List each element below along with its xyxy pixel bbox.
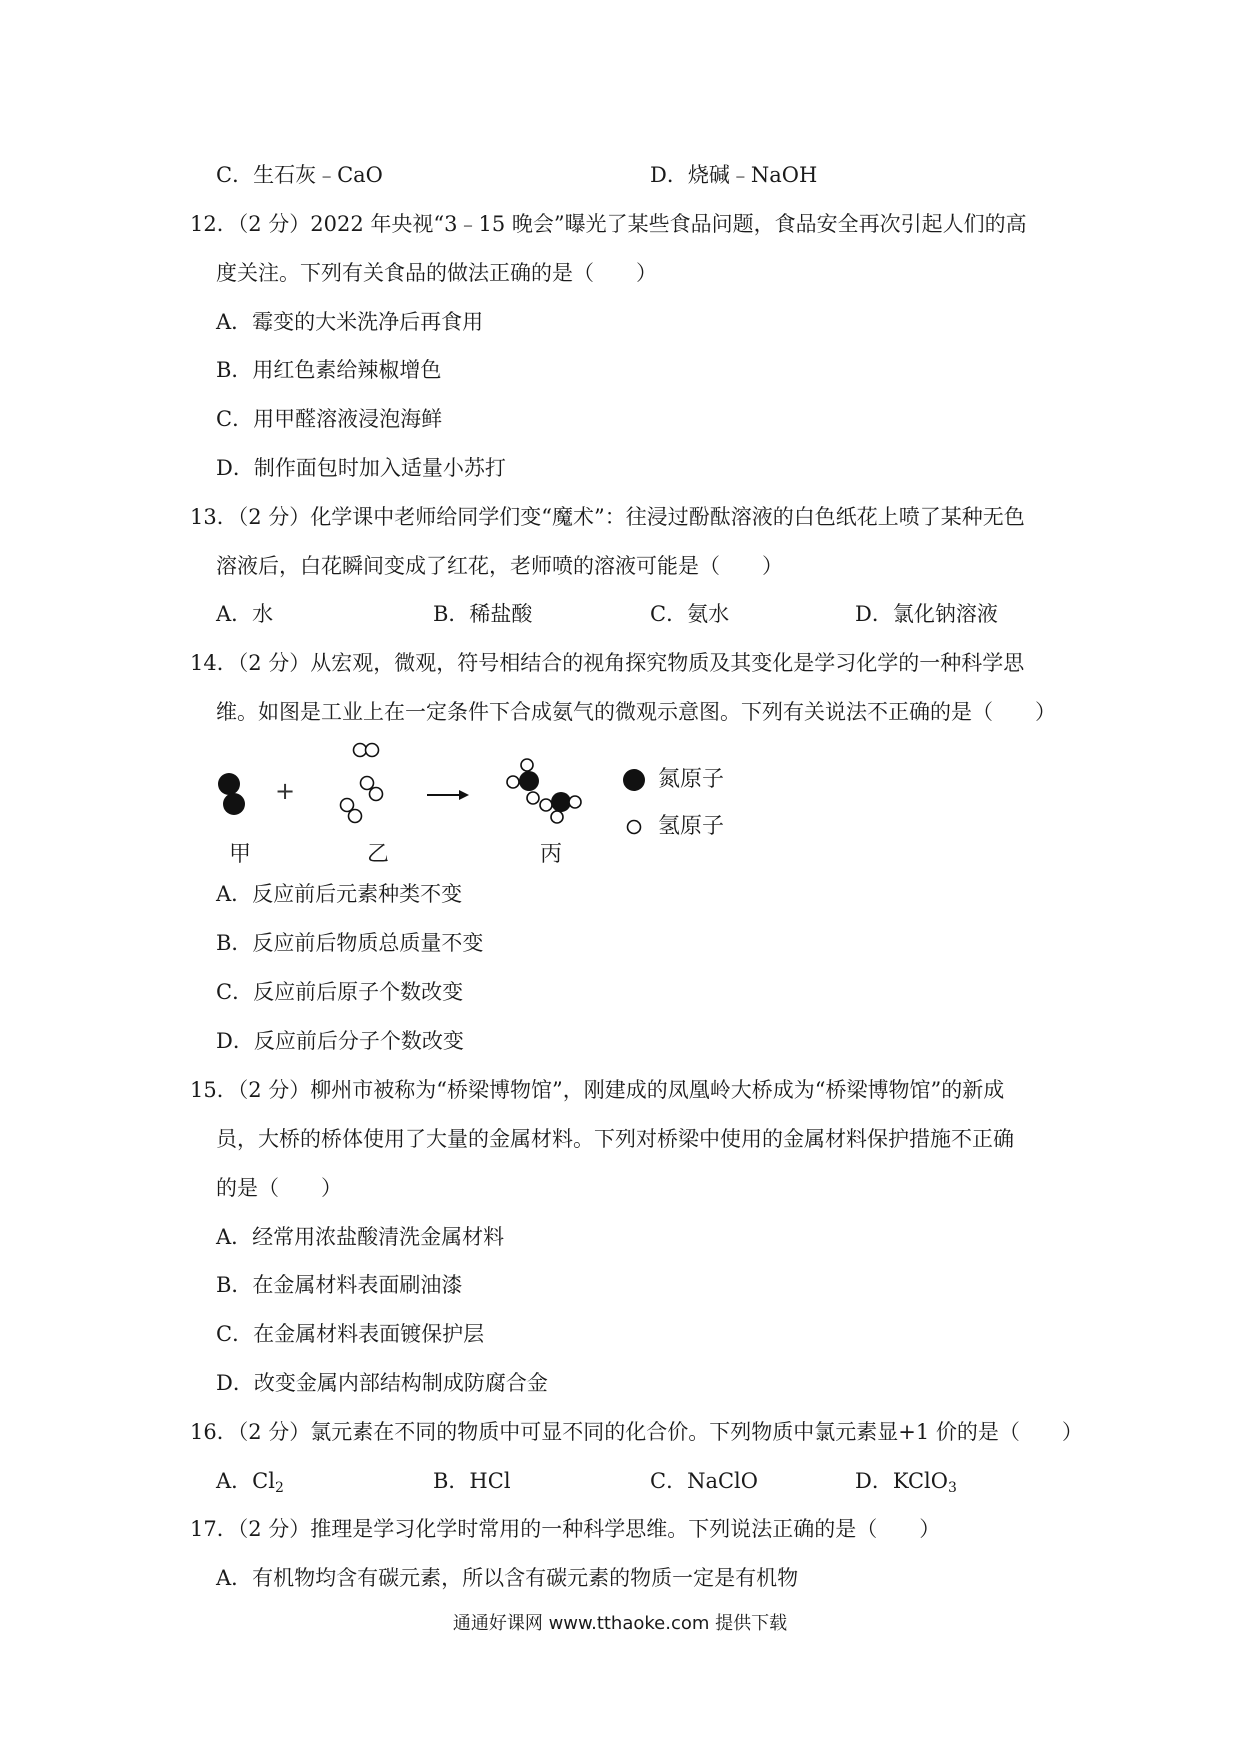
- q15-option-c: C．在金属材料表面镀保护层: [216, 1322, 485, 1346]
- q14-stem-line1: 14．（2 分）从宏观，微观，符号相结合的视角探究物质及其变化是学习化学的一种科学思: [190, 651, 1025, 675]
- legend-hydrogen-label: 氢原子: [658, 814, 725, 839]
- q15-option-d: D．改变金属内部结构制成防腐合金: [216, 1371, 548, 1395]
- q16-option-d: [855, 1467, 957, 1495]
- q12-option-a: A．霉变的大米洗净后再食用: [216, 310, 484, 334]
- q12-option-c: C．用甲醛溶液浸泡海鲜: [216, 407, 443, 431]
- label-yi: 乙: [367, 842, 390, 867]
- q14-stem-line2: 维。如图是工业上在一定条件下合成氨气的微观示意图。下列有关说法不正确的是（ ）: [216, 700, 1056, 724]
- q15-option-a: A．经常用浓盐酸清洗金属材料: [216, 1225, 505, 1249]
- legend-hydrogen-marker: [628, 821, 641, 834]
- q17-stem-line1: 17．（2 分）推理是学习化学时常用的一种科学思维。下列说法正确的是（ ）: [190, 1517, 941, 1541]
- q17-option-a: A．有机物均含有碳元素，所以含有碳元素的物质一定是有机物: [216, 1566, 799, 1590]
- q12-option-d: D．制作面包时加入适量小苏打: [216, 456, 506, 480]
- q12-stem-line1: 12．（2 分）2022 年央视“3﹣15 晚会”曝光了某些食品问题，食品安全再次引起人们的高: [190, 212, 1027, 236]
- plus-sign: +: [275, 777, 296, 805]
- q13-options: [0, 600, 1240, 628]
- q11-options: [0, 161, 1240, 189]
- q15-stem-line1: 15．（2 分）柳州市被称为“桥梁博物馆”，刚建成的凤凰岭大桥成为“桥梁博物馆”的新成: [190, 1078, 1005, 1102]
- footer-credit: 通通好课网 www.tthaoke.com 提供下载: [452, 1613, 788, 1634]
- q13-option-d: D．氯化钠溶液: [855, 602, 998, 626]
- q15-stem-line3: 的是（ ）: [216, 1176, 342, 1200]
- q12-stem-line2: 度关注。下列有关食品的做法正确的是（ ）: [216, 261, 657, 285]
- reaction-arrow: [427, 790, 469, 800]
- q16-option-d-subscript: 3: [947, 1480, 957, 1496]
- q15-stem-line2: 员，大桥的桥体使用了大量的金属材料。下列对桥梁中使用的金属材料保护措施不正确: [216, 1127, 1014, 1151]
- q16-options: [0, 1467, 1240, 1495]
- q15-option-b: B．在金属材料表面刷油漆: [216, 1273, 463, 1297]
- q16-option-a-text: A．Cl: [216, 1469, 275, 1493]
- q11-option-c: C．生石灰﹣CaO: [216, 163, 383, 187]
- ammonia-molecules-bing: [507, 759, 581, 823]
- hydrogen-molecules-yi: [341, 744, 383, 823]
- q16-option-c: C．NaClO: [650, 1469, 758, 1493]
- q16-stem-line1: 16．（2 分）氯元素在不同的物质中可显不同的化合价。下列物质中氯元素显+1 价的是（ ）: [190, 1420, 1083, 1444]
- label-jia: 甲: [229, 842, 252, 867]
- q11-option-d: D．烧碱﹣NaOH: [650, 163, 818, 187]
- q14-option-a: A．反应前后元素种类不变: [216, 882, 463, 906]
- q13-option-b: B．稀盐酸: [433, 602, 533, 626]
- label-bing: 丙: [540, 842, 563, 867]
- legend-nitrogen-marker: [623, 769, 645, 791]
- q16-option-d-text: D．KClO: [855, 1469, 948, 1493]
- q16-option-b: B．HCl: [433, 1469, 511, 1493]
- q16-option-a-subscript: 2: [274, 1480, 284, 1496]
- legend-nitrogen-label: 氮原子: [658, 767, 725, 792]
- q14-option-c: C．反应前后原子个数改变: [216, 980, 464, 1004]
- q13-option-c: C．氨水: [650, 602, 730, 626]
- q14-option-b: B．反应前后物质总质量不变: [216, 931, 484, 955]
- q13-stem-line1: 13．（2 分）化学课中老师给同学们变“魔术”：往浸过酚酞溶液的白色纸花上喷了某种无色: [190, 505, 1025, 529]
- nitrogen-molecule-jia: [218, 773, 245, 815]
- q13-option-a: A．水: [216, 602, 274, 626]
- q13-stem-line2: 溶液后，白花瞬间变成了红花，老师喷的溶液可能是（ ）: [216, 554, 783, 578]
- q12-option-b: B．用红色素给辣椒增色: [216, 358, 442, 382]
- q16-option-a: [216, 1467, 284, 1495]
- q14-option-d: D．反应前后分子个数改变: [216, 1029, 464, 1053]
